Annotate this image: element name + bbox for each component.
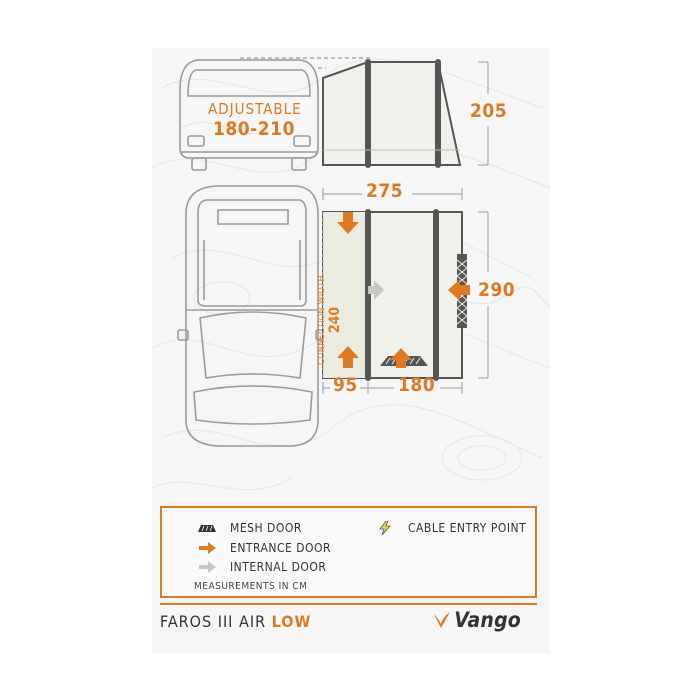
depth-dimension: 275 <box>366 180 404 202</box>
legend-box <box>160 506 537 598</box>
legend-item-cable-entry <box>374 521 526 535</box>
tent-top-view <box>323 212 470 378</box>
product-footer <box>160 603 537 637</box>
van-top-view <box>178 186 326 446</box>
product-title <box>160 612 311 631</box>
legend-item-entrance-door <box>196 541 331 555</box>
entrance-offset-dimension: 95 <box>333 374 358 396</box>
measurement-note: MEASUREMENTS IN CM <box>194 581 308 592</box>
connection-width-title: CONNECTION WIDTH <box>317 275 327 365</box>
legend-label: MESH DOOR <box>230 521 302 535</box>
legend-label: INTERNAL DOOR <box>230 560 327 574</box>
brand-logo <box>432 608 521 632</box>
product-variant: LOW <box>271 612 312 631</box>
legend-label: CABLE ENTRY POINT <box>408 521 527 535</box>
entrance-door-arrow-icon <box>196 542 218 554</box>
tent-side-view <box>323 62 460 165</box>
legend-item-mesh-door <box>196 521 302 535</box>
cable-entry-lightning-icon <box>374 522 396 534</box>
brand-name: Vango <box>454 608 521 632</box>
internal-door-arrow-icon <box>196 561 218 573</box>
width-dimension: 290 <box>478 279 516 301</box>
connection-width-value: 240 <box>327 306 343 334</box>
height-dimension: 205 <box>470 100 508 122</box>
legend-item-internal-door <box>196 560 326 574</box>
mesh-door-icon <box>196 522 218 534</box>
legend-label: ENTRANCE DOOR <box>230 541 332 555</box>
door-width-dimension: 180 <box>398 374 436 396</box>
adjustable-range: 180-210 <box>213 118 295 140</box>
adjustable-label: ADJUSTABLE <box>208 100 302 118</box>
product-name: FAROS III AIR <box>160 612 267 631</box>
vango-swoosh-icon <box>432 610 452 630</box>
connection-width-label <box>317 275 343 365</box>
